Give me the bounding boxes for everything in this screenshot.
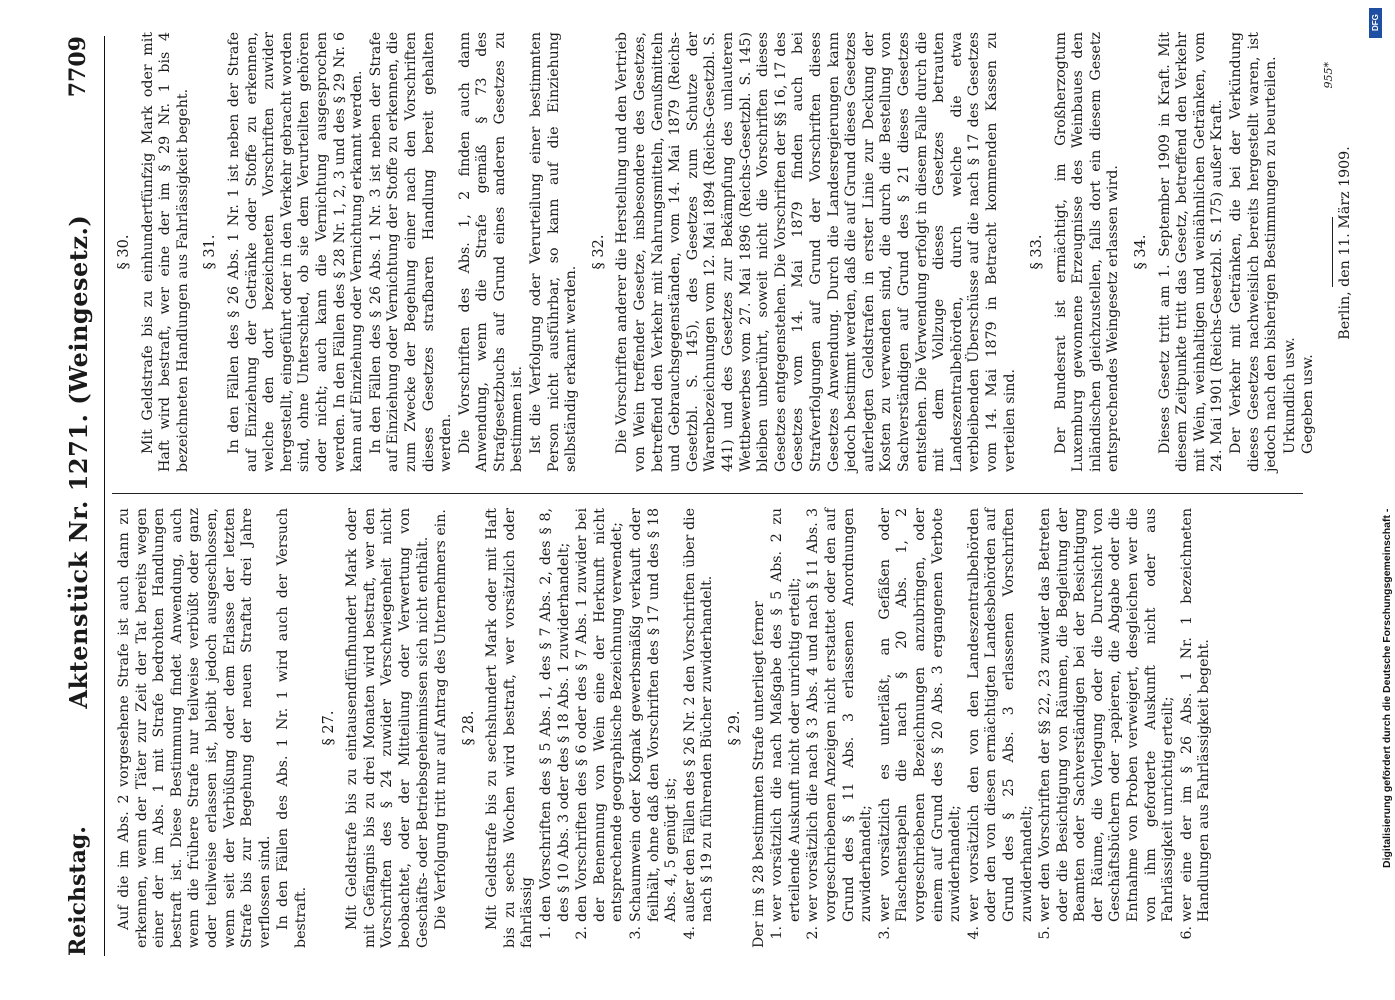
paragraph: Der Verkehr mit Getränken, die bei der Verkündung dieses Gesetzes nachweislich bereits hergestellt waren, ist jedoch nach den bisherigen Bestimmungen zu beurteilen. — [1228, 32, 1280, 472]
paragraph: Ist die Verfolgung oder Verurteilung einer bestimmten Person nicht ausführbar, so kann auf die Einziehung selbständig erkannt werden. — [528, 32, 580, 472]
right-column — [116, 32, 1356, 472]
paragraph: Dieses Gesetz tritt am 1. September 1909 in Kraft. Mit diesem Zeitpunkte tritt das Gesetz, betreffend den Verkehr mit Wein, weinhaltigen und weinähnlichen Getränken, vom 24. Mai 1901 (Reichs-Gesetzbl. S. 175) außer Kraft. — [1156, 32, 1226, 472]
header-left: Reichstag. — [65, 826, 91, 956]
paragraph: Die Verfolgung tritt nur auf Antrag des Unternehmers ein. — [433, 509, 450, 930]
list-item: 1. wer vorsätzlich die nach Maßgabe des § 5 Abs. 2 zu erteilende Auskunft nicht oder unrichtig erteilt; — [769, 508, 803, 940]
list-item: 3. wer vorsätzlich es unterläßt, an Gefäßen oder Flaschenstapeln die nach § 20 Abs. 1, 2 vorgeschriebenen Bezeichnungen anzubringen, oder einem auf Grund des § 20 Abs. 3 ergangenen Verbote zuwiderhandelt; — [876, 508, 964, 940]
list-item: 5. wer den Vorschriften der §§ 22, 23 zuwider das Betreten oder die Besichtigung von Räumen, die Begleitung der Beamten oder Sachverständigen bei der Besichtigung der Räume, die Vorlegung oder die Durchsicht von Geschäftsbüchern oder -papieren, die Abgabe oder die Entnahme von Proben verweigert, desgleichen wer die von ihm geforderte Auskunft nicht oder aus Fahrlässigkeit unrichtig erteilt; — [1037, 508, 1177, 940]
sheet-signature: 955* — [1322, 62, 1335, 89]
paragraph: Mit Geldstrafe bis zu einhundertfünfzig Mark oder mit Haft wird bestraft, wer eine der im § 29 Nr. 1 bis 4 bezeichneten Handlungen aus Fahrlässigkeit begeht. — [139, 32, 191, 472]
paragraph: Der im § 28 bestimmten Strafe unterliegt ferner — [750, 601, 767, 948]
paragraph: Die Vorschriften anderer die Herstellung und den Vertrieb von Wein treffender Gesetze, insbesondere des Gesetzes, betreffend den Verkehr mit Nahrungsmitteln, Genußmitteln und Gebrauchsgegenständen, vom 14. Mai 1879 (Reichs-Gesetzbl. S. 145), des Gesetzes zum Schutze der Warenbezeichnungen vom 12. Mai 1894 (Reichs-Gesetzbl. S. 441) und des Gesetzes zur Bekämpfung des unlauteren Wettbewerbes vom 27. Mai 1896 (Reichs-Gesetzbl. S. 145) bleiben unberührt, soweit nicht die Vorschriften dieses Gesetzes entgegenstehen. Die Vorschriften der §§ 16, 17 des Gesetzes vom 14. Mai 1879 finden auch bei Strafverfolgungen auf Grund der Vorschriften dieses Gesetzes Anwendung. Durch die Landesregierungen kann jedoch bestimmt werden, daß die auf Grund dieses Gesetzes auferlegten Geldstrafen in erster Linie zur Deckung der Kosten zu verwenden sind, die durch die Bestellung von Sachverständigen auf Grund des § 21 dieses Gesetzes entstehen. Die Verwendung erfolgt in diesem Falle durch die mit dem Vollzuge dieses Gesetzes betrauten Landeszentralbehörden, durch welche die etwa verbleibenden Überschüsse auf die nach § 17 des Gesetzes vom 14. Mai 1879 in Betracht kommenden Kassen zu verteilen sind. — [614, 32, 1018, 472]
attribution-strip — [1368, 8, 1393, 998]
paragraph: Auf die im Abs. 2 vorgesehene Strafe ist auch dann zu erkennen, wenn der Täter zur Zeit der Tat bereits wegen einer der im Abs. 1 mit Strafe bedrohten Handlungen bestraft ist. Diese Bestimmung findet Anwendung, auch wenn die frühere Strafe nur teilweise verbüßt oder ganz oder teilweise erlassen ist, bleibt jedoch ausgeschlossen, wenn seit der Verbüßung oder dem Erlasse der letzten Strafe bis zur Begehung der neuen Straftat drei Jahre verflossen sind. — [116, 508, 273, 948]
list-item: 4. wer vorsätzlich den von den Landeszentralbehörden oder den von diesen ermächtigten Landesbehörden auf Grund des § 25 Abs. 3 erlassenen Vorschriften zuwiderhandelt; — [965, 508, 1035, 940]
list-item: 2. wer vorsätzlich die nach § 3 Abs. 4 und nach § 11 Abs. 3 vorgeschriebenen Anzeigen nicht erstattet oder den auf Grund des § 11 Abs. 3 erlassenen Anordnungen zuwiderhandelt; — [805, 508, 875, 940]
paragraph: In den Fällen des § 26 Abs. 1 Nr. 3 ist neben der Strafe auf Einziehung oder Vernichtung der Stoffe zu erkennen, die zum Zwecke der Begehung einer nach den Vorschriften dieses Gesetzes strafbaren Handlung bereit gehalten werden. — [367, 32, 455, 472]
list-item: 2. den Vorschriften des § 6 oder des § 7 Abs. 1 zuwider bei der Benennung von Wein eine der Herkunft nicht entsprechende geographische Bezeichnung verwendet; — [574, 508, 626, 940]
paragraph: Mit Geldstrafe bis zu sechshundert Mark oder mit Haft bis zu sechs Wochen wird bestraft, wer vorsätzlich oder fahrlässig — [484, 508, 536, 948]
header-rule — [104, 36, 105, 956]
header-title: Aktenstück Nr. 1271. (Weingesetz.) — [63, 214, 93, 709]
left-column — [116, 508, 1215, 948]
page-header — [58, 36, 98, 956]
section-heading-32: § 32. — [590, 234, 607, 270]
section-heading-28: § 28. — [460, 710, 477, 746]
list-item: 1. den Vorschriften des § 5 Abs. 1, des § 7 Abs. 2, des § 8, des § 10 Abs. 3 oder des § 18 Abs. 1 zuwiderhandelt; — [538, 508, 572, 940]
column-divider — [112, 493, 1303, 494]
paragraph: Der Bundesrat ist ermächtigt, im Großherzogtum Luxemburg gewonnene Erzeugnisse des Weinbaues den inländischen gleichzustellen, falls dort ein diesem Gesetz entsprechendes Weingesetz erlassen wird. — [1052, 32, 1122, 472]
section-heading-29: § 29. — [727, 710, 743, 746]
section-heading-31: § 31. — [202, 234, 219, 270]
section-heading-27: § 27. — [320, 710, 337, 746]
section-heading-34: § 34. — [1133, 234, 1150, 270]
paragraph: In den Fällen des § 26 Abs. 1 Nr. 1 ist neben der Strafe auf Einziehung der Getränke oder Stoffe zu erkennen, welche den dort bezeichneten Vorschriften zuwider hergestellt, eingeführt oder in den Verkehr gebracht worden sind, ohne Unterschied, ob sie dem Verurteilten gehören oder nicht; auch kann die Vernichtung ausgesprochen werden. In den Fällen des § 28 Nr. 1, 2, 3 und des § 29 Nr. 6 kann auf Einziehung oder Vernichtung erkannt werden. — [225, 32, 366, 472]
paragraph: In den Fällen des Abs. 1 Nr. 1 wird auch der Versuch bestraft. — [275, 508, 309, 948]
attribution-text: Digitalisierung gefördert durch die Deutsche Forschungsgemeinschaft - — [1381, 508, 1393, 868]
page-number: 7709 — [65, 36, 91, 98]
signature-rule — [1332, 217, 1333, 287]
section-heading-33: § 33. — [1029, 234, 1046, 270]
paragraph: Die Vorschriften des Abs. 1, 2 finden auch dann Anwendung, wenn die Strafe gemäß § 73 des Strafgesetzbuchs auf Grund eines anderen Gesetzes zu bestimmen ist. — [456, 32, 526, 472]
numbered-list-28 — [538, 508, 717, 948]
paragraph: Mit Geldstrafe bis zu eintausendfünfhundert Mark oder mit Gefängnis bis zu drei Monaten wird bestraft, wer den Vorschriften des § 24 zuwider Verschwiegenheit nicht beobachtet, oder der Mitteilung oder Verwertung von Geschäfts- oder Betriebsgeheimnissen sich nicht enthält. — [344, 508, 431, 948]
list-item: 6. wer eine der im § 26 Abs. 1 Nr. 1 bezeichneten Handlungen aus Fahrlässigkeit begeht. — [1178, 508, 1213, 940]
closing-line: Gegeben usw. — [1300, 354, 1317, 454]
dfg-logo-icon: DFG — [1369, 8, 1382, 38]
date-line: Berlin, den 11. März 1909. — [1337, 146, 1353, 340]
list-item: 3. Schaumwein oder Kognak gewerbsmäßig verkauft oder feilhält, ohne daß den Vorschriften des § 17 und des § 18 Abs. 4, 5 genügt ist; — [628, 508, 680, 940]
section-heading-30: § 30. — [116, 234, 132, 270]
numbered-list-29 — [769, 508, 1214, 948]
list-item: 4. außer den Fällen des § 26 Nr. 2 den Vorschriften über die nach § 19 zu führenden Bücher zuwiderhandelt. — [681, 508, 716, 940]
closing-line: Urkundlich usw. — [1281, 337, 1298, 454]
